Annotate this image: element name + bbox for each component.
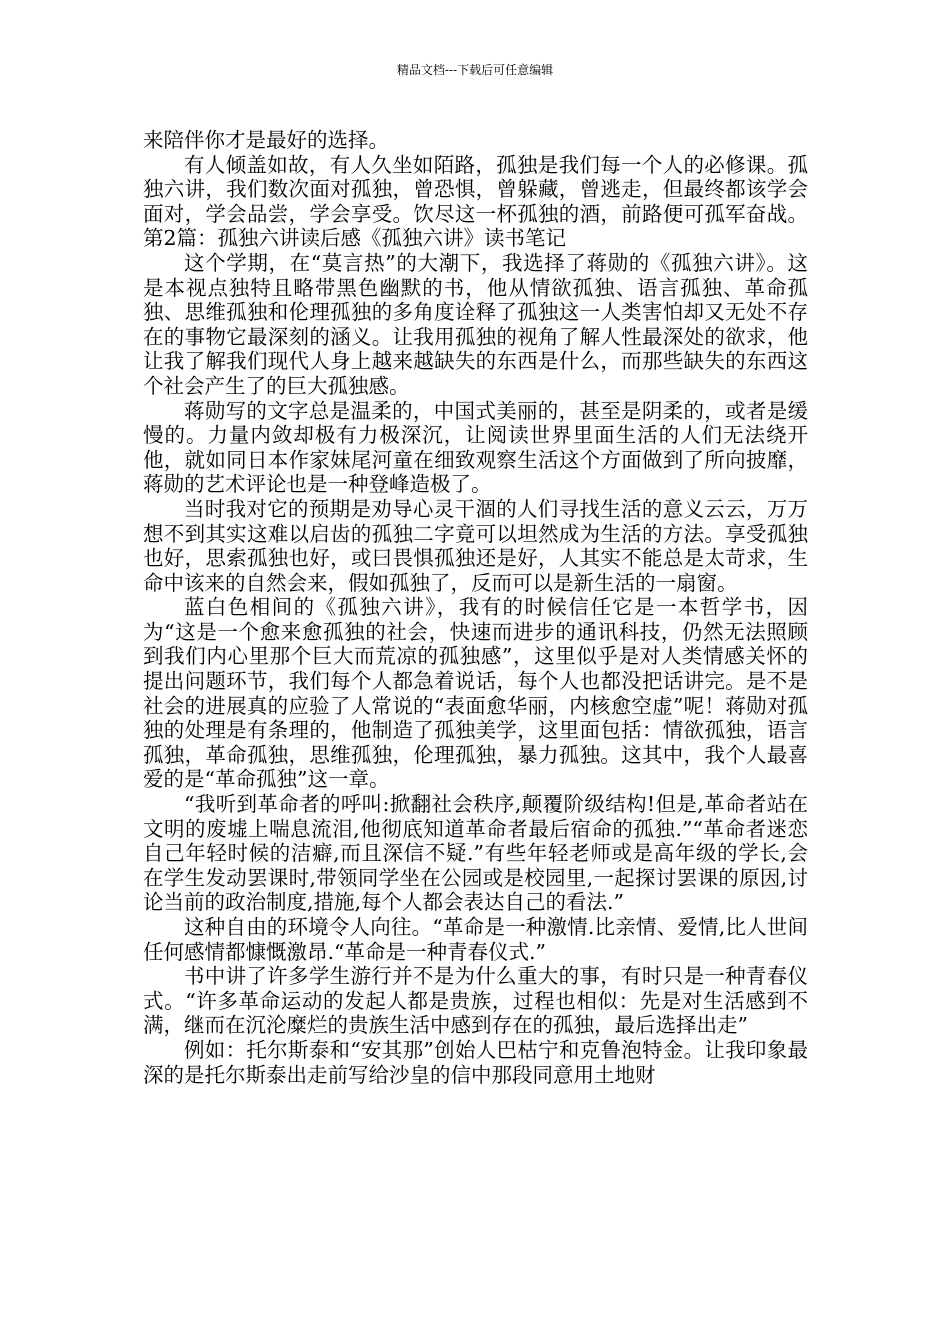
paragraph: 蒋勋写的文字总是温柔的，中国式美丽的，甚至是阴柔的，或者是缓慢的。力量内敛却极有力极深沉，让阅读世界里面生活的人们无法绕开他，就如同日本作家妹尾河童在细致观察生活这个方面做到了所向披靡，蒋勋的艺术评论也是一种登峰造极了。 [143, 398, 808, 497]
paragraph: 例如：托尔斯泰和“安其那”创始人巴枯宁和克鲁泡特金。让我印象最深的是托尔斯泰出走前写给沙皇的信中那段同意用土地财 [143, 1037, 808, 1087]
paragraph: 有人倾盖如故，有人久坐如陌路，孤独是我们每一个人的必修课。孤独六讲，我们数次面对孤独，曾恐惧，曾躲藏，曾逃走，但最终都该学会面对，学会品尝，学会享受。饮尽这一杯孤独的酒，前路便可孤军奋战。第2篇：孤独六讲读后感《孤独六讲》读书笔记 [143, 152, 808, 251]
page-header: 精品文档---下载后可任意编辑 [396, 63, 554, 77]
paragraph: 当时我对它的预期是劝导心灵干涸的人们寻找生活的意义云云，万万想不到其实这难以启齿的孤独二字竟可以坦然成为生活的方法。享受孤独也好，思索孤独也好，或曰畏惧孤独还是好，人其实不能总是太苛求，生命中该来的自然会来，假如孤独了，反而可以是新生活的一扇窗。 [143, 496, 808, 595]
paragraph: 这个学期，在“莫言热”的大潮下，我选择了蒋勋的《孤独六讲》。这是本视点独特且略带黑色幽默的书，他从情欲孤独、语言孤独、革命孤独、思维孤独和伦理孤独的多角度诠释了孤独这一人类害怕却又无处不存在的事物它最深刻的涵义。让我用孤独的视角了解人性最深处的欲求，他让我了解我们现代人身上越来越缺失的东西是什么，而那些缺失的东西这个社会产生了的巨大孤独感。 [143, 250, 808, 398]
document-body [143, 128, 808, 1087]
paragraph: 蓝白色相间的《孤独六讲》，我有的时候信任它是一本哲学书，因为“这是一个愈来愈孤独的社会，快速而进步的通讯科技，仍然无法照顾到我们内心里那个巨大而荒凉的孤独感”，这里似乎是对人类情感关怀的提出问题环节，我们每个人都急着说话，每个人也都没把话讲完。是不是社会的进展真的应验了人常说的“表面愈华丽，内核愈空虚”呢！蒋勋对孤独的处理是有条理的，他制造了孤独美学，这里面包括：情欲孤独，语言孤独，革命孤独，思维孤独，伦理孤独，暴力孤独。这其中，我个人最喜爱的是“革命孤独”这一章。 [143, 595, 808, 792]
paragraph: 这种自由的环境令人向往。“革命是一种激情.比亲情、爱情,比人世间任何感情都慷慨激昂.“革命是一种青春仪式.” [143, 915, 808, 964]
paragraph: 书中讲了许多学生游行并不是为什么重大的事，有时只是一种青春仪式。“许多革命运动的发起人都是贵族，过程也相似：先是对生活感到不满，继而在沉沦糜烂的贵族生活中感到存在的孤独，最后选择出走” [143, 964, 808, 1038]
paragraph: 来陪伴你才是最好的选择。 [143, 128, 389, 152]
paragraph: “我听到革命者的呼叫:掀翻社会秩序,颠覆阶级结构!但是,革命者站在文明的废墟上喘息流泪,他彻底知道革命者最后宿命的孤独.”“革命者迷恋自己年轻时候的洁癖,而且深信不疑.”有些年轻老师或是高年级的学长,会在学生发动罢课时,带领同学坐在公园或是校园里,一起探讨罢课的原因,讨论当前的政治制度,措施,每个人都会表达自己的看法.” [143, 792, 808, 915]
